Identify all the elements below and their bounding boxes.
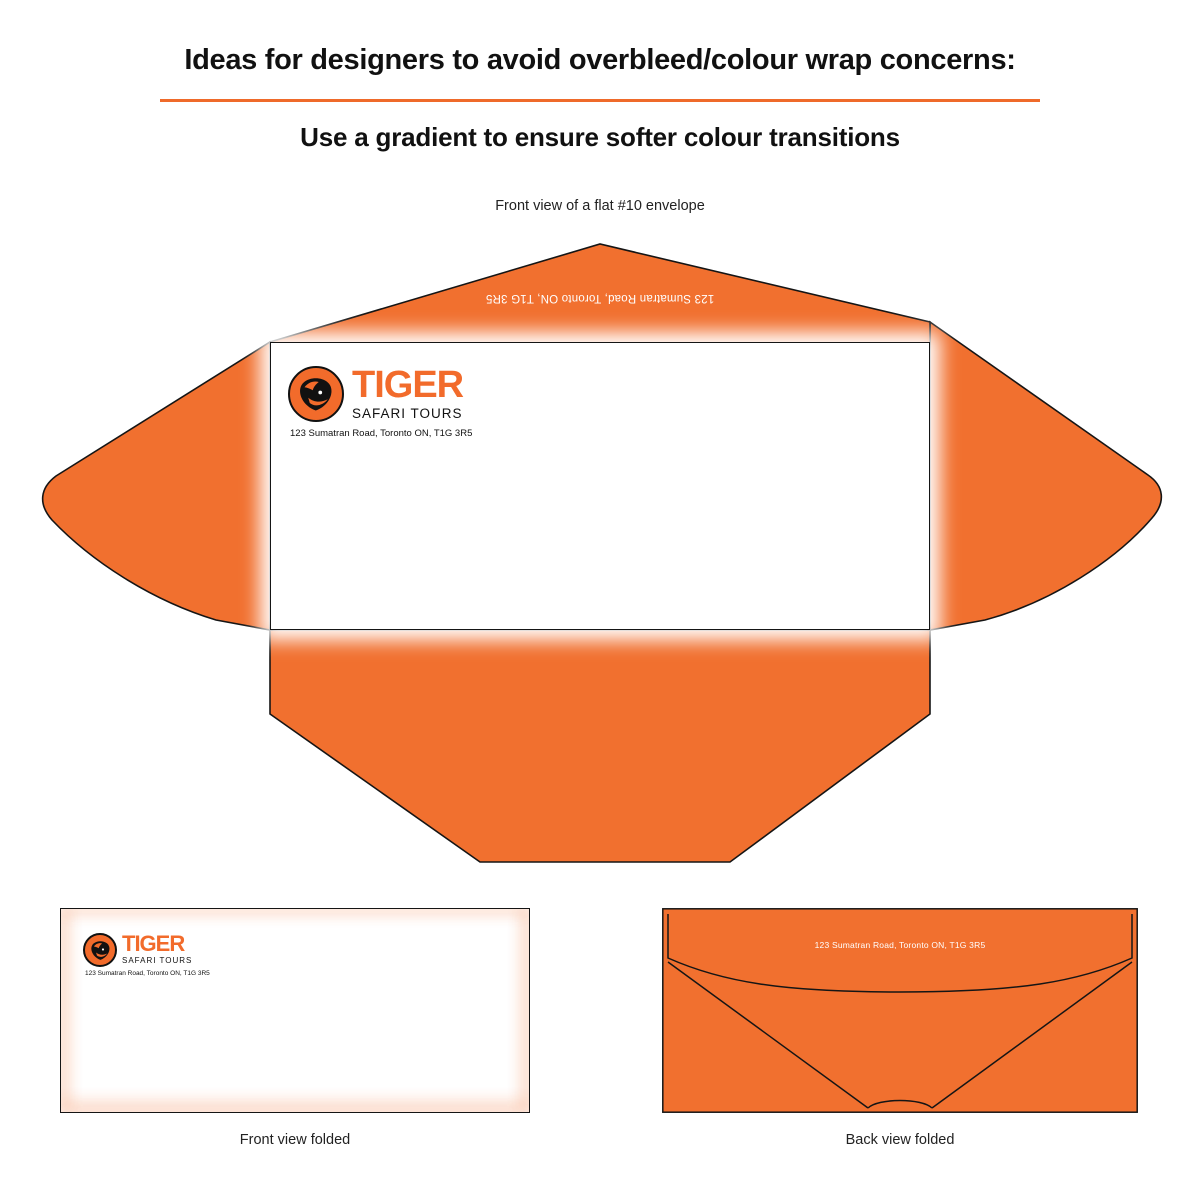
logo-lockup-front-folded [83,933,192,967]
flat-envelope-return-address: 123 Sumatran Road, Toronto ON, T1G 3R5 [290,428,473,439]
tiger-head-icon [288,366,344,422]
page-subtitle: Use a gradient to ensure softer colour transitions [300,122,900,152]
tiger-head-icon [83,933,117,967]
front-view-folded [60,908,530,1113]
logo-brand-name: TIGER [352,364,464,406]
title-divider [160,99,1040,102]
logo-text-block [122,933,192,965]
front-folded-caption: Front view folded [239,1132,351,1148]
logo-tagline: SAFARI TOURS [122,956,193,965]
tiger-head-glyph [89,940,112,962]
tiger-head-glyph [296,376,336,413]
back-folded-address: 123 Sumatran Road, Toronto ON, T1G 3R5 [814,940,986,950]
back-view-folded [662,908,1138,1113]
page-title: Ideas for designers to avoid overbleed/colour wrap concerns: [184,44,1016,76]
logo-text-block [352,366,463,421]
flat-envelope-caption: Front view of a flat #10 envelope [495,198,705,214]
logo-tagline: SAFARI TOURS [352,406,463,421]
logo-brand-name: TIGER [122,931,185,956]
front-folded-return-address: 123 Sumatran Road, Toronto ON, T1G 3R5 [85,970,210,977]
flat-envelope-flap-address: 123 Sumatran Road, Toronto ON, T1G 3R5 [485,292,715,304]
logo-lockup-flat [288,366,463,422]
back-folded-caption: Back view folded [845,1132,955,1148]
